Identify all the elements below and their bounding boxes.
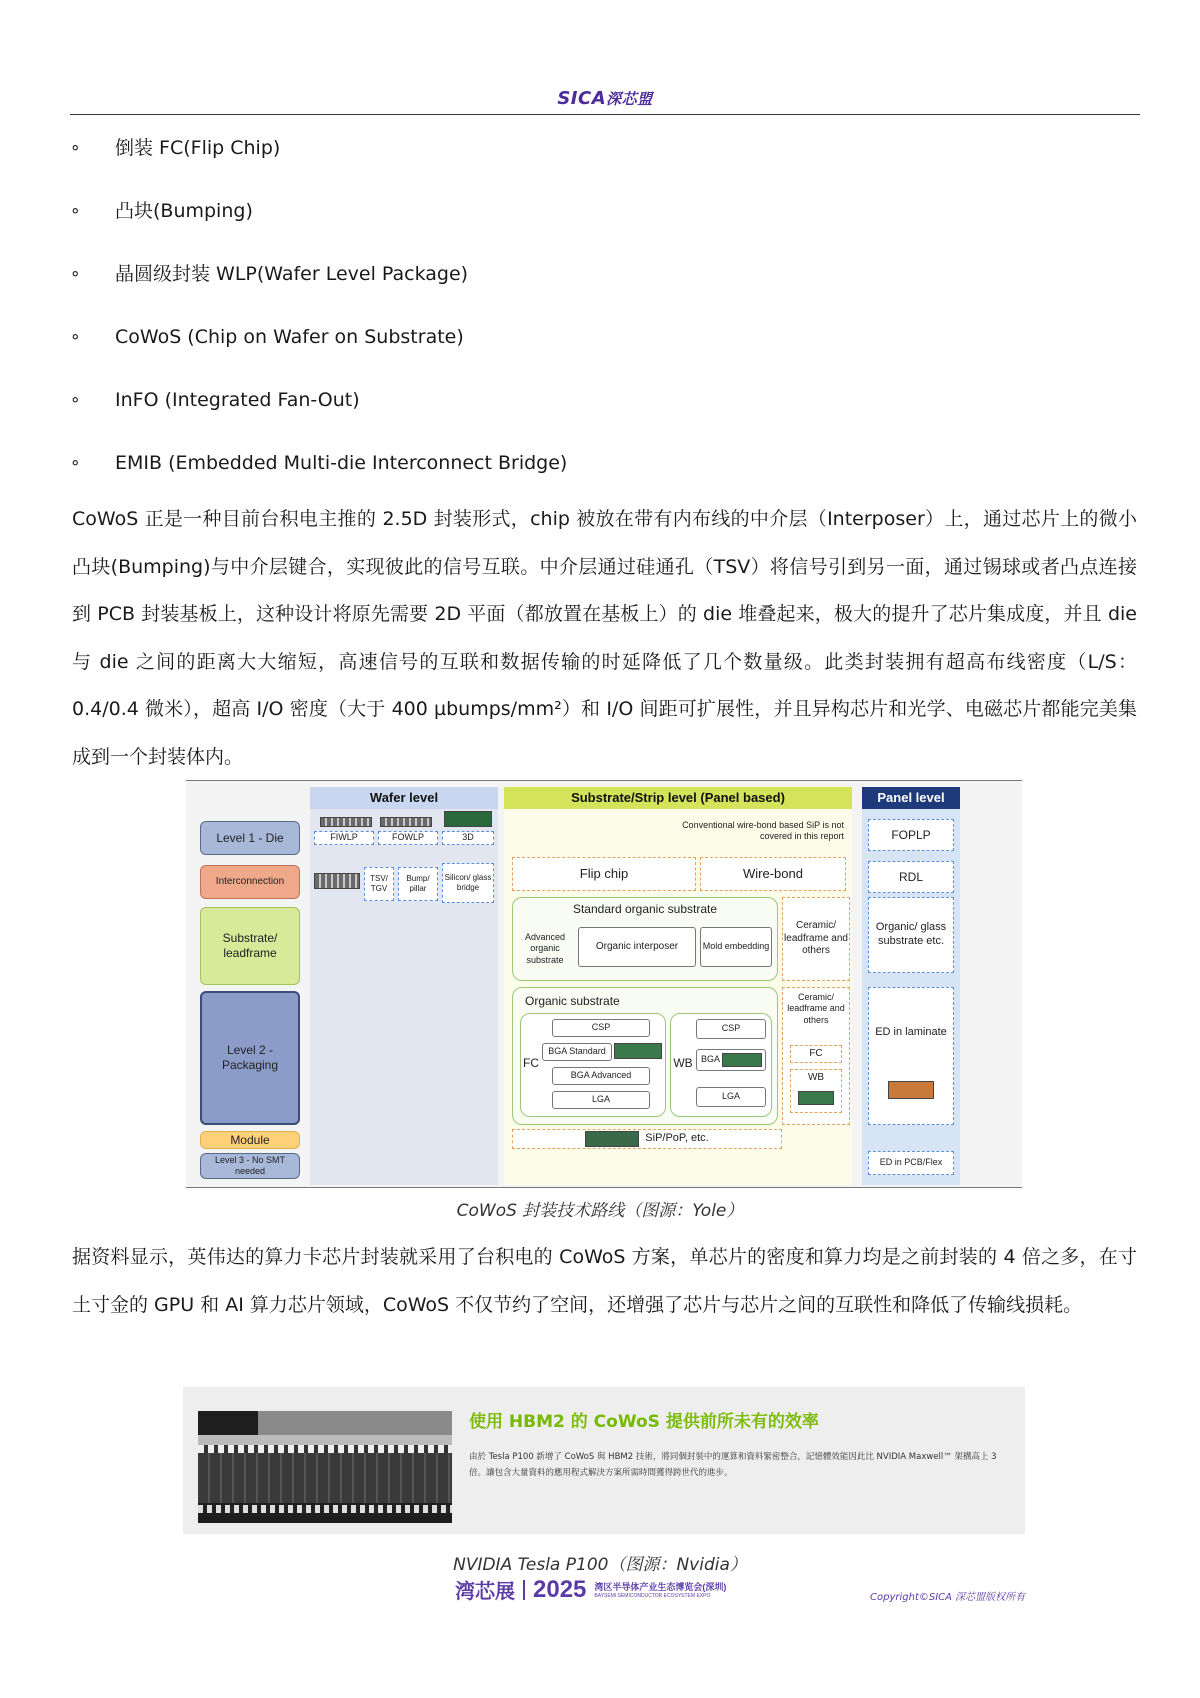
bullet-icon: ∘ [70, 390, 81, 410]
nvidia-banner-image [183, 1387, 1025, 1534]
standard-organic-box: Standard organic substrate [512, 897, 778, 981]
bga-wb-box: BGA [696, 1049, 766, 1071]
cowos-paragraph: CoWoS 正是一种目前台积电主推的 2.5D 封装形式，chip 被放在带有内布线的中介层（Interposer）上，通过芯片上的微小凸块(Bumping)与中介层键合，实现彼此的信号互联。中介层通过硅通孔（TSV）将信号引到另一面，通过锡球或者凸点连接到 PCB 封装基板上，这种设计将原先需要 2D 平面（都放置在基板上）的 die 堆叠起来，极大的提升了芯片集成度，并且 die 与 die 之间的距离大大缩短，高速信号的互联和数据传输的时延降低了几个数量级。此类封装拥有超高布线密度（L/S：0.4/0.4 微米），超高 I/O 密度（大于 400 µbumps/mm²）和 I/O 间距可扩展性，并且异构芯片和光学、电磁芯片都能完美集成到一个封装体内。 [72, 508, 1137, 768]
bga-standard-image [614, 1043, 662, 1059]
die-interposer-layer [198, 1435, 452, 1445]
wb-label: WB [673, 1055, 693, 1070]
rdl-box: RDL [868, 861, 954, 893]
substrate-label: Substrate/ leadframe [200, 907, 300, 985]
ed-laminate-image [888, 1081, 934, 1099]
lga-box: LGA [552, 1091, 650, 1109]
flip-chip-box: Flip chip [512, 857, 696, 891]
ceramic-leadframe-box-2: Ceramic/ leadframe and others [782, 987, 850, 1125]
die-solder-row [198, 1505, 452, 1513]
tsv-box: TSV/ TGV [364, 867, 394, 901]
bga-wb-image [722, 1053, 762, 1067]
bump-box: Bump/ pillar [398, 867, 438, 901]
copyright: Copyright©SICA 深芯盟版权所有 [870, 1592, 1026, 1603]
die-cross-section-image [198, 1411, 452, 1523]
report-note: Conventional wire-bond based SiP is not covered in this report [682, 819, 844, 841]
3d-chip-image [444, 811, 492, 827]
cowos-roadmap-diagram [186, 780, 1022, 1188]
list-item: ∘ CoWoS (Chip on Wafer on Substrate) [70, 317, 1140, 380]
silicon-bridge-box: Silicon/ glass bridge [442, 863, 494, 903]
sip-image [585, 1131, 639, 1147]
banner-text: 由於 Tesla P100 新增了 CoWoS 與 HBM2 技術，將同個封裝中的運算和資料緊密整合，記憶體效能因此比 NVIDIA Maxwell™ 架構高上 3 倍。讓包含大量資料的應用程式解決方案所需時間獲得跨世代的進步。 [469, 1452, 997, 1478]
page-header [70, 88, 1140, 115]
wb-ceramic-box: WB [790, 1069, 842, 1113]
ed-pcb-box: ED in PCB/Flex [868, 1151, 954, 1175]
list-item: ∘ 倒装 FC(Flip Chip) [70, 128, 1140, 191]
mold-embedding-box: Mold embedding [700, 927, 772, 967]
bullet-icon: ∘ [70, 264, 81, 284]
list-item: ∘ 晶圆级封装 WLP(Wafer Level Package) [70, 254, 1140, 317]
fowlp-box: FOWLP [378, 831, 438, 845]
package-type-list [70, 128, 1140, 506]
fiwlp-chip-image [320, 817, 372, 827]
organic-glass-box: Organic/ glass substrate etc. [868, 897, 954, 973]
organic-interposer-box: Organic interposer [578, 927, 696, 967]
wb-ceramic-image [798, 1091, 834, 1105]
interconnect-chip-image [314, 873, 360, 889]
bullet-icon: ∘ [70, 201, 81, 221]
bga-standard-box: BGA Standard [542, 1043, 612, 1061]
lga-wb-box: LGA [696, 1087, 766, 1107]
bullet-icon: ∘ [70, 327, 81, 347]
banner-title: 使用 HBM2 的 CoWoS 提供前所未有的效率 [469, 1412, 819, 1432]
level1-label: Level 1 - Die [200, 821, 300, 855]
level2-label: Level 2 - Packaging [200, 991, 300, 1125]
csp-wb-box: CSP [696, 1019, 766, 1039]
foplp-box: FOPLP [868, 819, 954, 851]
fc-ceramic-box: FC [790, 1045, 842, 1063]
banner-caption: NVIDIA Tesla P100（图源：Nvidia） [453, 1555, 747, 1575]
advanced-organic-label: Advanced organic substrate [524, 932, 566, 965]
module-label: Module [200, 1131, 300, 1149]
bullet-icon: ∘ [70, 138, 81, 158]
die-top-layer [258, 1411, 452, 1435]
fiwlp-box: FIWLP [314, 831, 374, 845]
fowlp-chip-image [380, 817, 432, 827]
substrate-level-header: Substrate/Strip level (Panel based) [504, 787, 852, 809]
bga-advanced-box: BGA Advanced [552, 1067, 650, 1085]
list-item: ∘ 凸块(Bumping) [70, 191, 1140, 254]
wafer-level-header: Wafer level [310, 787, 498, 809]
nvidia-paragraph: 据资料显示，英伟达的算力卡芯片封装就采用了台积电的 CoWoS 方案，单芯片的密度和算力均是之前封装的 4 倍之多，在寸土寸金的 GPU 和 AI 算力芯片领域，CoWoS 不仅节约了空间，还增强了芯片与芯片之间的互联性和降低了传输线损耗。 [72, 1246, 1137, 1316]
expo-footer-logo: 湾芯展 2025 湾区半导体产业生态博览会(深圳) BAYSEMI SEMICONDUCTOR ECOSYSTEM EXPO [455, 1575, 727, 1603]
expo-subtitle: 湾区半导体产业生态博览会(深圳) BAYSEMI SEMICONDUCTOR ECOSYSTEM EXPO [594, 1582, 727, 1599]
fc-label: FC [523, 1055, 539, 1070]
csp-box: CSP [552, 1019, 650, 1037]
wafer-level-column [310, 799, 498, 1185]
level3-label: Level 3 - No SMT needed [200, 1153, 300, 1179]
die-substrate-layer [198, 1453, 452, 1503]
bullet-icon: ∘ [70, 453, 81, 473]
diagram-caption: CoWoS 封装技术路线（图源：Yole） [456, 1201, 744, 1221]
3d-box: 3D [442, 831, 494, 845]
wire-bond-box: Wire-bond [700, 857, 846, 891]
panel-level-header: Panel level [862, 787, 960, 809]
organic-substrate-box: Organic substrate [512, 987, 778, 1125]
ceramic-leadframe-box: Ceramic/ leadframe and others [782, 897, 850, 981]
sica-logo: SICA深芯盟 [557, 88, 653, 109]
list-item: ∘ InFO (Integrated Fan-Out) [70, 380, 1140, 443]
list-item: ∘ EMIB (Embedded Multi-die Interconnect Bridge) [70, 443, 1140, 506]
footer-separator [523, 1580, 525, 1600]
sip-pop-box: SiP/PoP, etc. [512, 1129, 782, 1149]
ed-laminate-box: ED in laminate [868, 987, 954, 1125]
die-bump-row [198, 1445, 452, 1453]
interconnection-label: Interconnection [200, 865, 300, 899]
